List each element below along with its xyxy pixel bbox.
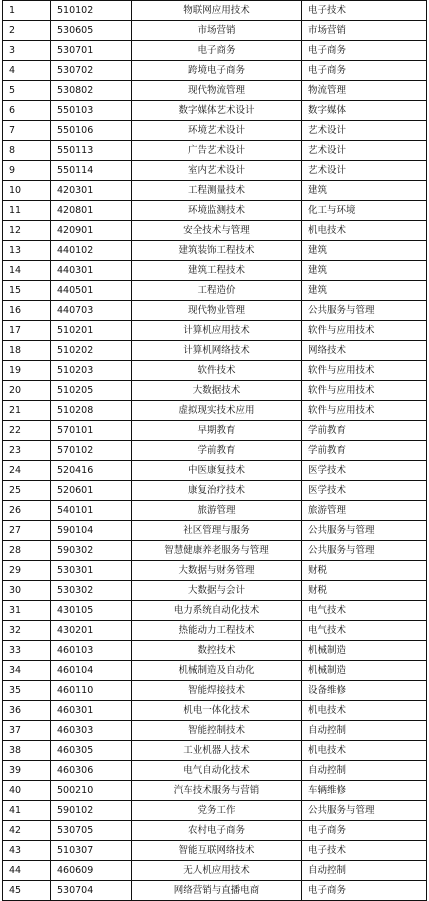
major-code-cell: 420801 — [51, 201, 132, 221]
table-row — [3, 281, 427, 301]
major-name-cell: 物联网应用技术 — [132, 1, 302, 21]
major-code-cell: 530701 — [51, 41, 132, 61]
row-number-cell: 36 — [3, 701, 51, 721]
major-code-cell: 460303 — [51, 721, 132, 741]
category-cell: 软件与应用技术 — [302, 321, 427, 341]
row-number-cell: 17 — [3, 321, 51, 341]
row-number-cell: 42 — [3, 821, 51, 841]
row-number-cell: 14 — [3, 261, 51, 281]
category-cell: 数字媒体 — [302, 101, 427, 121]
major-code-cell: 550103 — [51, 101, 132, 121]
category-cell: 自动控制 — [302, 861, 427, 881]
row-number-cell: 15 — [3, 281, 51, 301]
row-number-cell: 25 — [3, 481, 51, 501]
row-number-cell: 1 — [3, 1, 51, 21]
row-number-cell: 16 — [3, 301, 51, 321]
table-row — [3, 161, 427, 181]
table-row — [3, 141, 427, 161]
table-row — [3, 741, 427, 761]
major-name-cell: 中医康复技术 — [132, 461, 302, 481]
category-cell: 公共服务与管理 — [302, 521, 427, 541]
major-name-cell: 建筑工程技术 — [132, 261, 302, 281]
table-row — [3, 21, 427, 41]
category-cell: 电子商务 — [302, 821, 427, 841]
major-name-cell: 社区管理与服务 — [132, 521, 302, 541]
table-row — [3, 381, 427, 401]
table-row — [3, 81, 427, 101]
table-row — [3, 1, 427, 21]
major-code-cell: 510307 — [51, 841, 132, 861]
category-cell: 财税 — [302, 561, 427, 581]
category-cell: 机电技术 — [302, 221, 427, 241]
row-number-cell: 33 — [3, 641, 51, 661]
major-code-cell: 460104 — [51, 661, 132, 681]
major-name-cell: 智慧健康养老服务与管理 — [132, 541, 302, 561]
major-code-cell: 530302 — [51, 581, 132, 601]
category-cell: 机电技术 — [302, 701, 427, 721]
major-name-cell: 虚拟现实技术应用 — [132, 401, 302, 421]
major-name-cell: 工业机器人技术 — [132, 741, 302, 761]
major-name-cell: 软件技术 — [132, 361, 302, 381]
category-cell: 公共服务与管理 — [302, 301, 427, 321]
major-code-cell: 510202 — [51, 341, 132, 361]
row-number-cell: 2 — [3, 21, 51, 41]
row-number-cell: 28 — [3, 541, 51, 561]
row-number-cell: 23 — [3, 441, 51, 461]
row-number-cell: 40 — [3, 781, 51, 801]
category-cell: 艺术设计 — [302, 161, 427, 181]
table-row — [3, 621, 427, 641]
major-code-cell: 540101 — [51, 501, 132, 521]
major-code-cell: 460301 — [51, 701, 132, 721]
major-name-cell: 室内艺术设计 — [132, 161, 302, 181]
category-cell: 电气技术 — [302, 621, 427, 641]
major-name-cell: 跨境电子商务 — [132, 61, 302, 81]
row-number-cell: 45 — [3, 881, 51, 901]
table-row — [3, 241, 427, 261]
major-name-cell: 农村电子商务 — [132, 821, 302, 841]
row-number-cell: 21 — [3, 401, 51, 421]
major-code-cell: 530301 — [51, 561, 132, 581]
category-cell: 机械制造 — [302, 641, 427, 661]
category-cell: 自动控制 — [302, 721, 427, 741]
table-row — [3, 661, 427, 681]
row-number-cell: 8 — [3, 141, 51, 161]
row-number-cell: 19 — [3, 361, 51, 381]
major-name-cell: 电子商务 — [132, 41, 302, 61]
row-number-cell: 38 — [3, 741, 51, 761]
major-name-cell: 机电一体化技术 — [132, 701, 302, 721]
table-row — [3, 481, 427, 501]
table-row — [3, 581, 427, 601]
major-name-cell: 计算机网络技术 — [132, 341, 302, 361]
major-code-cell: 570101 — [51, 421, 132, 441]
table-row — [3, 701, 427, 721]
category-cell: 学前教育 — [302, 421, 427, 441]
major-code-cell: 530702 — [51, 61, 132, 81]
major-code-cell: 530705 — [51, 821, 132, 841]
major-name-cell: 学前教育 — [132, 441, 302, 461]
table-row — [3, 641, 427, 661]
category-cell: 自动控制 — [302, 761, 427, 781]
major-name-cell: 党务工作 — [132, 801, 302, 821]
major-code-cell: 510205 — [51, 381, 132, 401]
major-code-cell: 550113 — [51, 141, 132, 161]
major-code-cell: 460306 — [51, 761, 132, 781]
row-number-cell: 20 — [3, 381, 51, 401]
category-cell: 电子商务 — [302, 61, 427, 81]
major-name-cell: 热能动力工程技术 — [132, 621, 302, 641]
major-code-cell: 440301 — [51, 261, 132, 281]
table-row — [3, 201, 427, 221]
major-name-cell: 机械制造及自动化 — [132, 661, 302, 681]
major-name-cell: 智能互联网络技术 — [132, 841, 302, 861]
table-row — [3, 41, 427, 61]
table-row — [3, 181, 427, 201]
major-code-cell: 460103 — [51, 641, 132, 661]
row-number-cell: 30 — [3, 581, 51, 601]
category-cell: 电子技术 — [302, 1, 427, 21]
row-number-cell: 24 — [3, 461, 51, 481]
major-name-cell: 建筑装饰工程技术 — [132, 241, 302, 261]
row-number-cell: 32 — [3, 621, 51, 641]
table-row — [3, 61, 427, 81]
row-number-cell: 4 — [3, 61, 51, 81]
majors-table — [2, 0, 427, 901]
category-cell: 公共服务与管理 — [302, 801, 427, 821]
major-code-cell: 590104 — [51, 521, 132, 541]
major-name-cell: 汽车技术服务与营销 — [132, 781, 302, 801]
row-number-cell: 5 — [3, 81, 51, 101]
table-row — [3, 421, 427, 441]
category-cell: 艺术设计 — [302, 141, 427, 161]
table-row — [3, 801, 427, 821]
row-number-cell: 9 — [3, 161, 51, 181]
major-code-cell: 440102 — [51, 241, 132, 261]
row-number-cell: 34 — [3, 661, 51, 681]
table-row — [3, 561, 427, 581]
category-cell: 医学技术 — [302, 461, 427, 481]
table-row — [3, 401, 427, 421]
table-row — [3, 821, 427, 841]
row-number-cell: 13 — [3, 241, 51, 261]
category-cell: 建筑 — [302, 261, 427, 281]
row-number-cell: 12 — [3, 221, 51, 241]
row-number-cell: 26 — [3, 501, 51, 521]
table-row — [3, 601, 427, 621]
table-row — [3, 101, 427, 121]
major-name-cell: 安全技术与管理 — [132, 221, 302, 241]
major-code-cell: 430201 — [51, 621, 132, 641]
table-row — [3, 841, 427, 861]
category-cell: 软件与应用技术 — [302, 401, 427, 421]
major-code-cell: 530704 — [51, 881, 132, 901]
table-row — [3, 221, 427, 241]
major-name-cell: 市场营销 — [132, 21, 302, 41]
row-number-cell: 3 — [3, 41, 51, 61]
row-number-cell: 43 — [3, 841, 51, 861]
major-code-cell: 590102 — [51, 801, 132, 821]
table-row — [3, 261, 427, 281]
category-cell: 电气技术 — [302, 601, 427, 621]
table-row — [3, 681, 427, 701]
row-number-cell: 35 — [3, 681, 51, 701]
major-code-cell: 430105 — [51, 601, 132, 621]
major-name-cell: 智能控制技术 — [132, 721, 302, 741]
category-cell: 设备维修 — [302, 681, 427, 701]
major-code-cell: 510102 — [51, 1, 132, 21]
major-code-cell: 530605 — [51, 21, 132, 41]
table-row — [3, 781, 427, 801]
major-code-cell: 590302 — [51, 541, 132, 561]
major-name-cell: 工程造价 — [132, 281, 302, 301]
major-name-cell: 计算机应用技术 — [132, 321, 302, 341]
row-number-cell: 18 — [3, 341, 51, 361]
major-code-cell: 520416 — [51, 461, 132, 481]
major-name-cell: 电力系统自动化技术 — [132, 601, 302, 621]
major-name-cell: 电气自动化技术 — [132, 761, 302, 781]
row-number-cell: 41 — [3, 801, 51, 821]
category-cell: 建筑 — [302, 241, 427, 261]
table-row — [3, 341, 427, 361]
row-number-cell: 22 — [3, 421, 51, 441]
category-cell: 建筑 — [302, 281, 427, 301]
major-code-cell: 440501 — [51, 281, 132, 301]
major-code-cell: 500210 — [51, 781, 132, 801]
category-cell: 医学技术 — [302, 481, 427, 501]
major-name-cell: 康复治疗技术 — [132, 481, 302, 501]
major-code-cell: 570102 — [51, 441, 132, 461]
category-cell: 艺术设计 — [302, 121, 427, 141]
table-row — [3, 881, 427, 901]
category-cell: 软件与应用技术 — [302, 381, 427, 401]
category-cell: 财税 — [302, 581, 427, 601]
category-cell: 建筑 — [302, 181, 427, 201]
major-name-cell: 大数据与会计 — [132, 581, 302, 601]
category-cell: 机电技术 — [302, 741, 427, 761]
table-row — [3, 521, 427, 541]
table-row — [3, 541, 427, 561]
row-number-cell: 10 — [3, 181, 51, 201]
major-code-cell: 440703 — [51, 301, 132, 321]
table-row — [3, 721, 427, 741]
major-name-cell: 智能焊接技术 — [132, 681, 302, 701]
major-code-cell: 460110 — [51, 681, 132, 701]
table-row — [3, 761, 427, 781]
major-code-cell: 420301 — [51, 181, 132, 201]
major-name-cell: 早期教育 — [132, 421, 302, 441]
category-cell: 学前教育 — [302, 441, 427, 461]
table-row — [3, 121, 427, 141]
table-row — [3, 321, 427, 341]
major-code-cell: 460305 — [51, 741, 132, 761]
category-cell: 物流管理 — [302, 81, 427, 101]
category-cell: 电子商务 — [302, 41, 427, 61]
table-row — [3, 441, 427, 461]
category-cell: 机械制造 — [302, 661, 427, 681]
row-number-cell: 27 — [3, 521, 51, 541]
major-code-cell: 510208 — [51, 401, 132, 421]
major-code-cell: 520601 — [51, 481, 132, 501]
row-number-cell: 37 — [3, 721, 51, 741]
row-number-cell: 31 — [3, 601, 51, 621]
major-code-cell: 550106 — [51, 121, 132, 141]
table-row — [3, 501, 427, 521]
major-name-cell: 旅游管理 — [132, 501, 302, 521]
category-cell: 旅游管理 — [302, 501, 427, 521]
major-name-cell: 环境监测技术 — [132, 201, 302, 221]
major-name-cell: 无人机应用技术 — [132, 861, 302, 881]
row-number-cell: 39 — [3, 761, 51, 781]
major-name-cell: 大数据与财务管理 — [132, 561, 302, 581]
majors-table-body — [3, 1, 427, 901]
row-number-cell: 7 — [3, 121, 51, 141]
major-code-cell: 510201 — [51, 321, 132, 341]
row-number-cell: 6 — [3, 101, 51, 121]
category-cell: 化工与环境 — [302, 201, 427, 221]
major-code-cell: 420901 — [51, 221, 132, 241]
major-name-cell: 大数据技术 — [132, 381, 302, 401]
row-number-cell: 29 — [3, 561, 51, 581]
category-cell: 软件与应用技术 — [302, 361, 427, 381]
major-name-cell: 现代物业管理 — [132, 301, 302, 321]
major-name-cell: 网络营销与直播电商 — [132, 881, 302, 901]
major-name-cell: 现代物流管理 — [132, 81, 302, 101]
major-code-cell: 550114 — [51, 161, 132, 181]
major-code-cell: 530802 — [51, 81, 132, 101]
table-row — [3, 461, 427, 481]
major-name-cell: 数字媒体艺术设计 — [132, 101, 302, 121]
category-cell: 电子技术 — [302, 841, 427, 861]
table-row — [3, 301, 427, 321]
table-row — [3, 361, 427, 381]
major-name-cell: 广告艺术设计 — [132, 141, 302, 161]
category-cell: 电子商务 — [302, 881, 427, 901]
row-number-cell: 11 — [3, 201, 51, 221]
table-row — [3, 861, 427, 881]
major-code-cell: 510203 — [51, 361, 132, 381]
row-number-cell: 44 — [3, 861, 51, 881]
category-cell: 市场营销 — [302, 21, 427, 41]
major-name-cell: 环境艺术设计 — [132, 121, 302, 141]
category-cell: 车辆维修 — [302, 781, 427, 801]
major-name-cell: 数控技术 — [132, 641, 302, 661]
category-cell: 网络技术 — [302, 341, 427, 361]
category-cell: 公共服务与管理 — [302, 541, 427, 561]
major-name-cell: 工程测量技术 — [132, 181, 302, 201]
major-code-cell: 460609 — [51, 861, 132, 881]
